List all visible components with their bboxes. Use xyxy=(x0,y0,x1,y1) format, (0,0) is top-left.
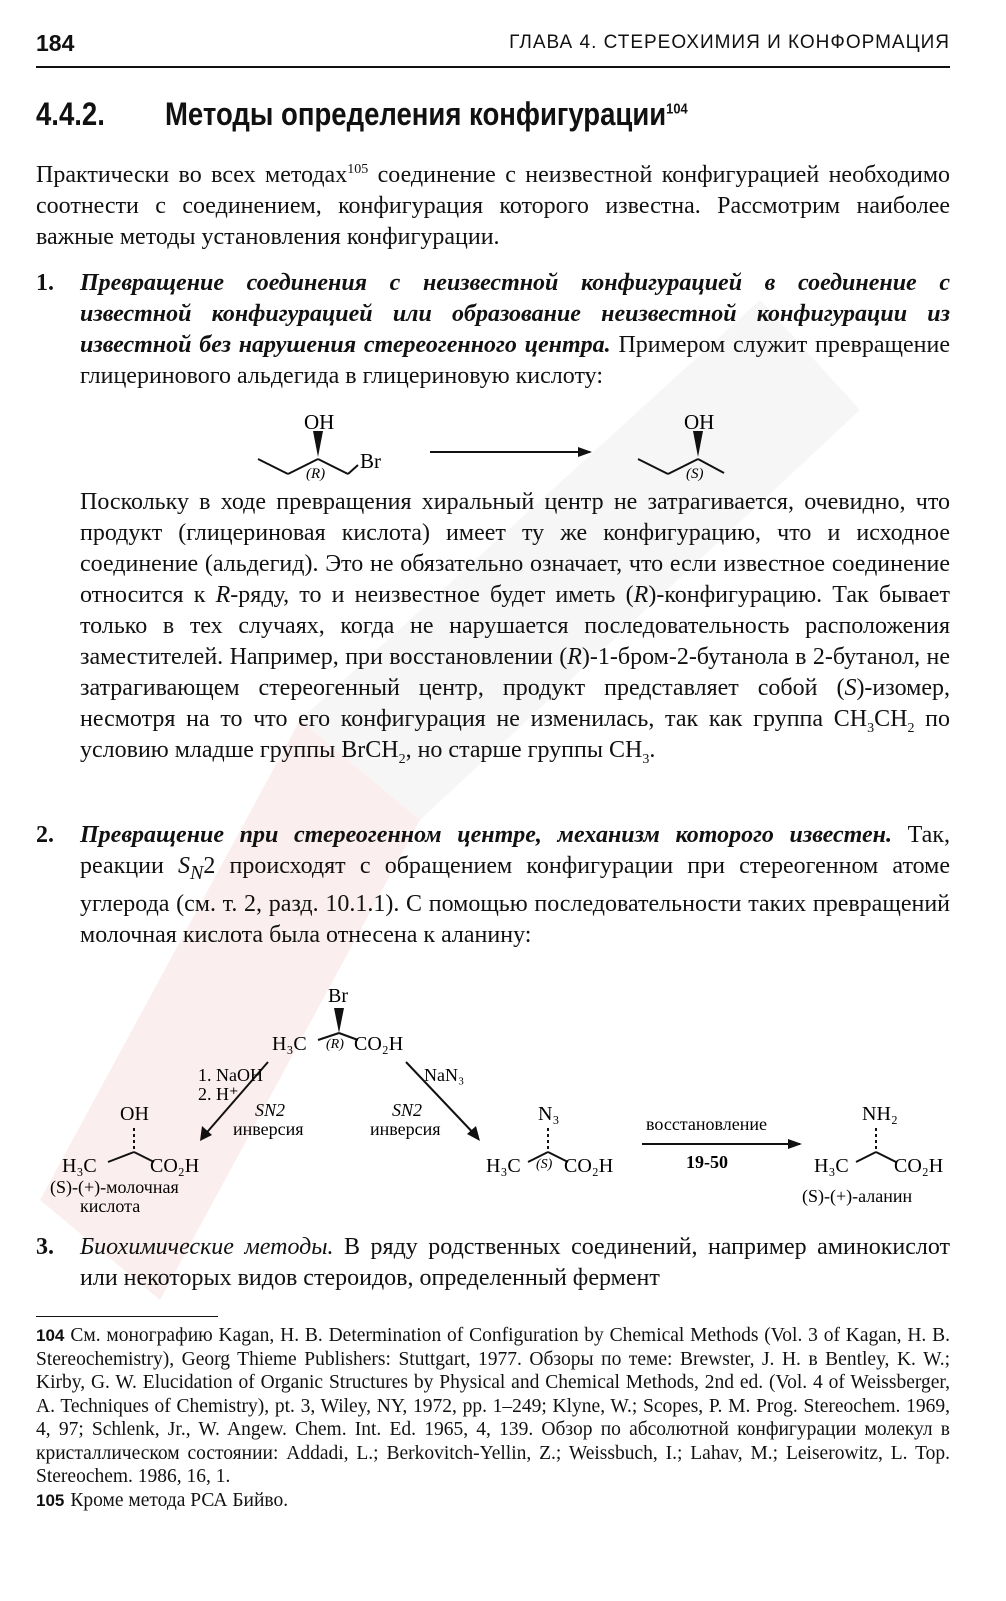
svg-text:CO₂H: CO₂H xyxy=(564,1155,614,1177)
hydroxyl-label: OH xyxy=(304,410,335,434)
svg-text:H₃C: H₃C xyxy=(486,1155,521,1177)
svg-text:(R): (R) xyxy=(326,1037,344,1052)
bromine-label: Br xyxy=(360,449,381,473)
section-title: Методы определения конфигурации xyxy=(165,96,667,132)
svg-text:N₃: N₃ xyxy=(538,1103,560,1125)
svg-text:(S): (S) xyxy=(686,466,704,482)
svg-text:инверсия: инверсия xyxy=(233,1119,304,1139)
bromopropanoic-acid-structure xyxy=(272,985,403,1055)
lactic-acid-structure xyxy=(50,1103,199,1216)
svg-text:2. H⁺: 2. H⁺ xyxy=(198,1084,239,1104)
svg-text:кислота: кислота xyxy=(80,1196,141,1216)
method-title: Превращение соединения с неизвестной конфигурацией в соединение с известной конфигурацией или образование неизвестной конфигурации из известной без нарушения стереогенного центра. xyxy=(80,270,950,358)
item-1-explanation: Поскольку в ходе превращения хиральный центр не затрагивается, очевидно, что продукт (глицериновая кислота) имеет ту же конфигурацию, что и исходное соединение (альдегид). Это не обязательно означает, что если известное соединение относится к R-ряду, то и неизвестное будет иметь (R)-конфигурацию. Так бывает только в тех случаях, когда не нарушается последовательность расположения заместителей. Например, при восстановлении (R)-1-бром-2-бутанола в 2-бутанол, не затрагивающем стереогенный центр, продукт представляет собой (S)-изомер, несмотря на то что его конфигурация не изменилась, так как группа $CH_3CH_2$ по условию младше группы BrCH$_2$, но старше группы $CH_3$. xyxy=(80,489,951,767)
header-rule xyxy=(36,66,950,68)
lactic-acid-name: (S)-(+)-молочная xyxy=(50,1177,179,1197)
list-item-2: 2. Превращение при стереогенном центре, механизм которого известен. Так, реакции $S_N2$ происходят с обращением конфигурации при стереогенном атоме углерода (см. т. 2, разд. 10.1.1). С помощью последовательности таких превращений молочная кислота была отнесена к аланину: xyxy=(36,822,950,948)
method-title: Биохимические методы. xyxy=(80,1234,334,1260)
chapter-title: ГЛАВА 4. СТЕРЕОХИМИЯ И КОНФОРМАЦИЯ xyxy=(509,32,950,53)
svg-text:(R): (R) xyxy=(306,466,326,482)
svg-text:CO₂H: CO₂H xyxy=(354,1033,404,1055)
list-marker: 2. xyxy=(36,822,54,848)
method-text: Примером служит превращение глицеринового альдегида в глицериновую кислоту: xyxy=(80,332,950,389)
footnote-104: 104 См. монографию Kagan, H. B. Determination of Configuration by Chemical Methods (Vol. 3 of Kagan, H. B. Stereochemistry), Georg Thieme Publishers: Stuttgart, 1977. Обзоры по теме: Brewster, J. H. в Bentley, K. W.; Kirby, G. W. Elucidation of Organic Structures by Physical and Chemical Methods, 2nd ed. (Vol. 4 of Weissberger, A. Techniques of Chemistry), pt. 3, Wiley, NY, 1972, pp. 1–249; Klyne, W.; Scopes, P. M. Prog. Stereochem. 1969, 4, 97; Schlenk, Jr., W. Angew. Chem. Int. Ed. 1965, 4, 139. Обзор по абсолютной конфигурации молекул в кристаллическом состоянии: Addadi, L.; Berkovitch-Yellin, Z.; Weissbuch, I.; Lahav, M.; Leiserowitz, L. Top. Stereochem. 1986, 16, 1. xyxy=(36,1325,950,1487)
arrow-to-lactic-acid xyxy=(198,1062,304,1141)
svg-text:(S): (S) xyxy=(536,1157,553,1172)
reaction-arrow xyxy=(430,447,592,457)
hydroxyl-label: OH xyxy=(684,410,715,434)
config-label-s: S xyxy=(691,466,699,482)
arrow-to-azide xyxy=(370,1062,480,1141)
reaction-scheme-1 xyxy=(230,407,790,487)
svg-text:1. NaOH: 1. NaOH xyxy=(198,1065,263,1085)
alanine-structure xyxy=(802,1103,943,1207)
svg-text:CO₂H: CO₂H xyxy=(150,1155,200,1177)
intro-paragraph xyxy=(36,160,950,253)
svg-text:NH₂: NH₂ xyxy=(862,1103,898,1125)
footnotes xyxy=(36,1324,950,1512)
list-item-1 xyxy=(36,268,950,392)
footnote-rule xyxy=(36,1316,218,1317)
footnote-105: 105 Кроме метода РСА Бийво. xyxy=(36,1489,289,1511)
svg-text:восстановление: восстановление xyxy=(646,1114,767,1134)
azidopropanoic-acid-structure xyxy=(486,1103,613,1177)
butanol-structure xyxy=(638,410,724,482)
config-label-r: R xyxy=(311,466,321,482)
svg-text:OH: OH xyxy=(120,1103,149,1125)
svg-text:H₃C: H₃C xyxy=(272,1033,307,1055)
svg-text:NaN₃: NaN₃ xyxy=(424,1065,465,1085)
section-heading xyxy=(36,96,822,133)
reduction-arrow xyxy=(642,1114,802,1172)
svg-text:инверсия: инверсия xyxy=(370,1119,441,1139)
footnote-ref-105[interactable]: 105 xyxy=(347,162,369,177)
page-number: 184 xyxy=(36,30,75,56)
bromobutanol-structure xyxy=(258,410,381,482)
alanine-name: (S)-(+)-аланин xyxy=(802,1186,913,1206)
svg-text:H₃C: H₃C xyxy=(62,1155,97,1177)
intro-text-cont: соединение с неизвестной конфигурацией необходимо соотнести с соединением, конфигурация которого известна. Рассмотрим наиболее важные методы установления конфигурации. xyxy=(36,162,951,250)
list-marker: 3. xyxy=(36,1234,54,1260)
reaction-scheme-2 xyxy=(50,978,970,1223)
list-marker: 1. xyxy=(36,270,54,296)
method-title: Превращение при стереогенном центре, механизм которого известен. xyxy=(80,822,892,848)
svg-text:Br: Br xyxy=(328,985,348,1007)
list-item-3: 3. Биохимические методы. В ряду родственных соединений, например аминокислот или некоторых видов стероидов, определенный фермент xyxy=(36,1234,950,1291)
running-head xyxy=(36,30,950,60)
svg-text:19-50: 19-50 xyxy=(686,1152,728,1172)
svg-text:SN2: SN2 xyxy=(392,1100,423,1120)
section-number: 4.4.2. xyxy=(36,96,105,132)
svg-text:H₃C: H₃C xyxy=(814,1155,849,1177)
svg-text:SN2: SN2 xyxy=(255,1100,286,1120)
intro-text: Практически во всех методах xyxy=(36,162,348,188)
svg-text:CO₂H: CO₂H xyxy=(894,1155,944,1177)
footnote-ref-104[interactable]: 104 xyxy=(666,100,688,118)
